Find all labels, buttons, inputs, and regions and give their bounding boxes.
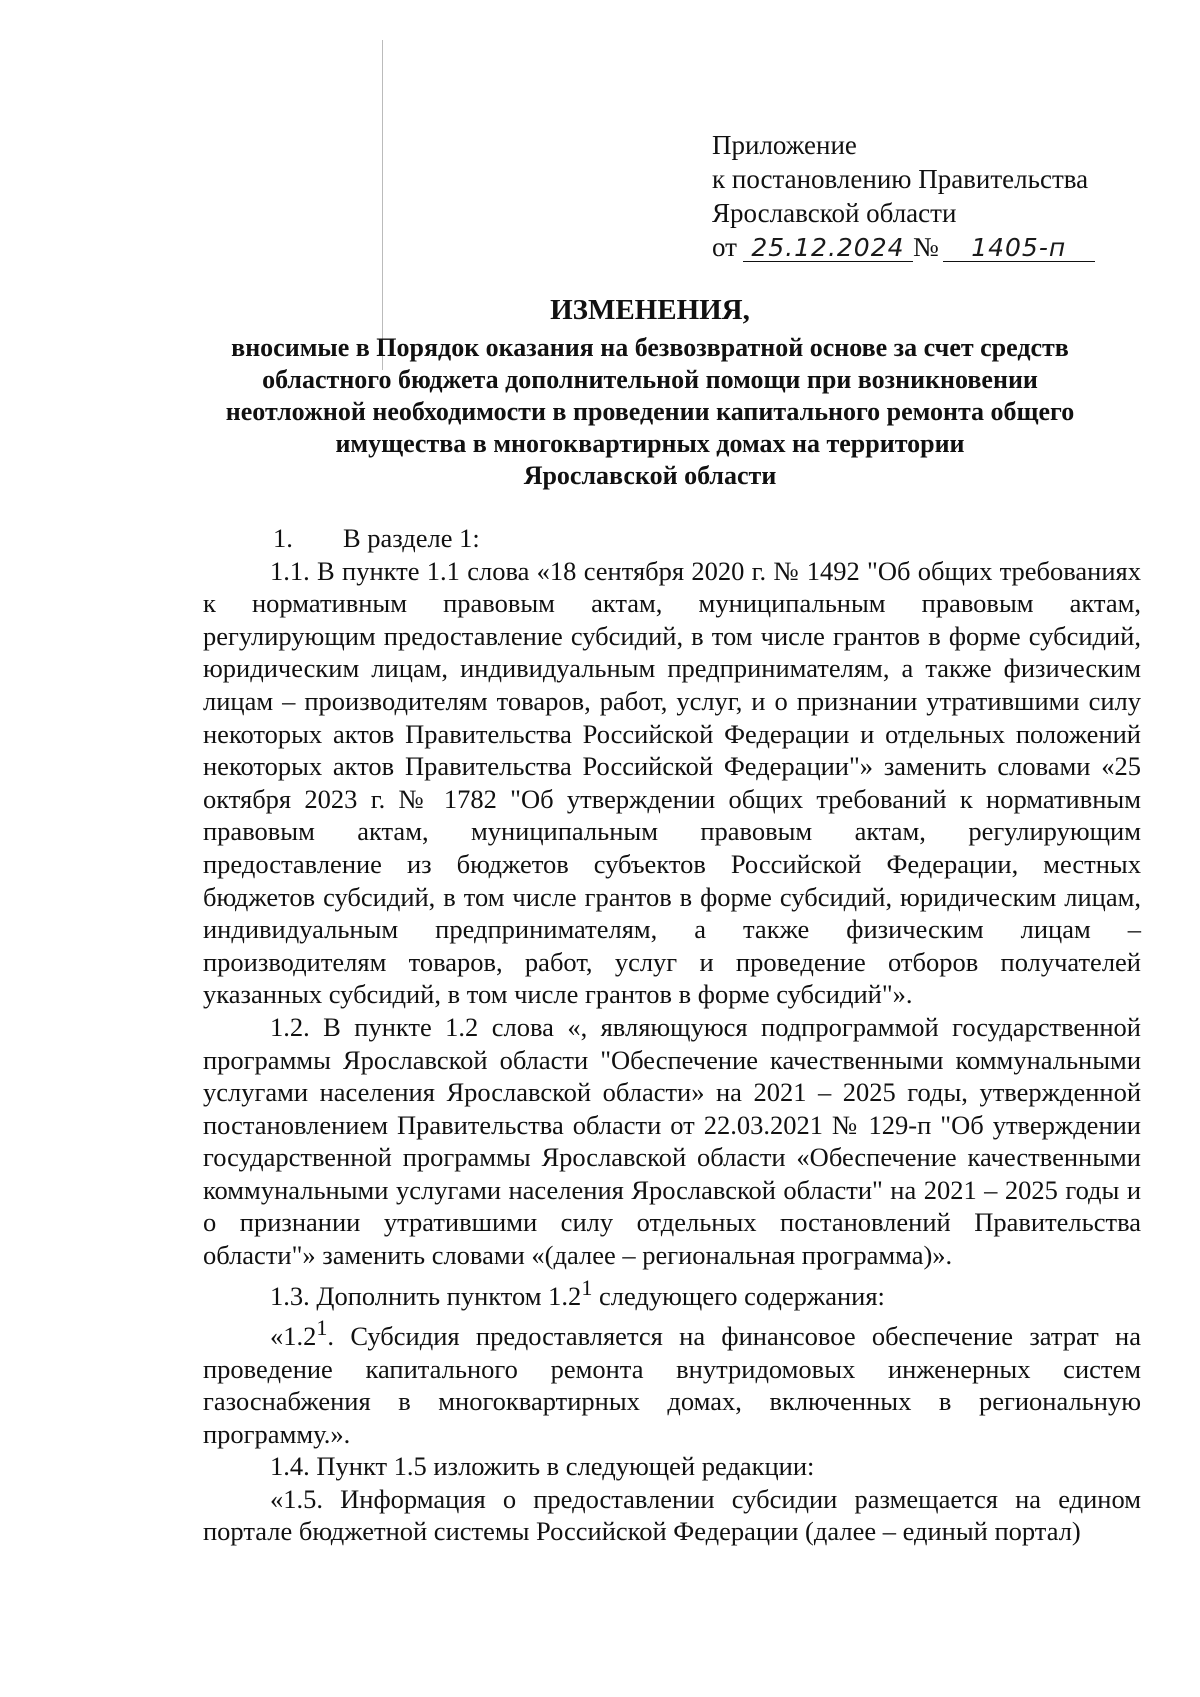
quote-pre: «1.2: [270, 1320, 317, 1351]
handwritten-number: 1405-п: [943, 235, 1095, 262]
title-line-4: имущества в многоквартирных домах на территории: [335, 429, 965, 458]
number-sign: №: [912, 232, 939, 262]
document-title: [190, 292, 1110, 492]
appendix-line-date: [712, 230, 1095, 264]
title-line-2: областного бюджета дополнительной помощи при возникновении: [262, 365, 1038, 394]
paragraph-1-2: 1.2. В пункте 1.2 слова «, являющуюся подпрограммой государственной программы Ярославской области "Обеспечение качественными коммунальными услугами населения Ярославской области» на 2021 – 2025 годы, утвержденной постановлением Правительства области от 22.03.2021 № 129-п "Об утверждении государственной программы Ярославской области «Обеспечение качественными коммунальными услугами населения Ярославской области" на 2021 – 2025 годы и о признании утратившими силу отдельных постановлений Правительства области"» заменить словами «(далее – региональная программа)».: [203, 1011, 1141, 1271]
title-line-1: вносимые в Порядок оказания на безвозвратной основе за счет средств: [231, 333, 1069, 362]
paragraph-1-1: 1.1. В пункте 1.1 слова «18 сентября 2020 г. № 1492 "Об общих требованиях к нормативным правовым актам, муниципальным правовым актам, регулирующим предоставление субсидий, в том числе грантов в форме субсидий, юридическим лицам, индивидуальным предпринимателям, а также физическим лицам – производителям товаров, работ, услуг, и о признании утратившими силу некоторых актов Правительства Российской Федерации и отдельных положений некоторых актов Правительства Российской Федерации"» заменить словами «25 октября 2023 г. № 1782 "Об утверждении общих требований к нормативным правовым актам, муниципальным правовым актам, регулирующим предоставление из бюджетов субъектов Российской Федерации, местных бюджетов субсидий, в том числе грантов в форме субсидий, юридическим лицам, индивидуальным предпринимателям, а также физическим лицам – производителям товаров, работ, услуг и проведение отборов получателей указанных субсидий, в том числе грантов в форме субсидий"».: [203, 555, 1141, 1010]
paragraph-1-4: 1.4. Пункт 1.5 изложить в следующей редакции:: [270, 1451, 815, 1482]
paragraph-1-3-pre: 1.3. Дополнить пунктом 1.2: [270, 1280, 582, 1311]
section-1-number: 1.: [273, 523, 293, 553]
superscript: 1: [316, 1315, 328, 1341]
paragraph-1-3: [203, 1272, 1141, 1312]
paragraph-1-2-1-quote: [203, 1312, 1141, 1450]
appendix-line-2: к постановлению Правительства: [712, 164, 1089, 194]
appendix-line-3: Ярославской области: [712, 198, 957, 228]
title-line-3: неотложной необходимости в проведении капитального ремонта общего: [225, 397, 1075, 426]
section-1-text: В разделе 1:: [343, 523, 480, 553]
quote-post: . Субсидия предоставляется на финансовое обеспечение затрат на проведение капитального ремонта внутридомовых инженерных систем газоснабжения в многоквартирных домах, включенных в региональную программу.».: [203, 1320, 1141, 1449]
title-line-5: Ярославской области: [523, 461, 777, 490]
appendix-block: [712, 128, 1095, 264]
appendix-line-1: Приложение: [712, 130, 857, 160]
section-1-heading: [203, 522, 1141, 555]
from-label: от: [712, 232, 737, 262]
document-body: [203, 522, 1141, 1548]
title-main: ИЗМЕНЕНИЯ,: [550, 294, 750, 326]
paragraph-1-5-quote: «1.5. Информация о предоставлении субсидии размещается на едином портале бюджетной системы Российской Федерации (далее – единый портал): [203, 1483, 1141, 1547]
handwritten-date: 25.12.2024: [743, 235, 913, 262]
paragraph-1-3-post: следующего содержания:: [592, 1280, 885, 1311]
superscript: 1: [581, 1274, 593, 1300]
